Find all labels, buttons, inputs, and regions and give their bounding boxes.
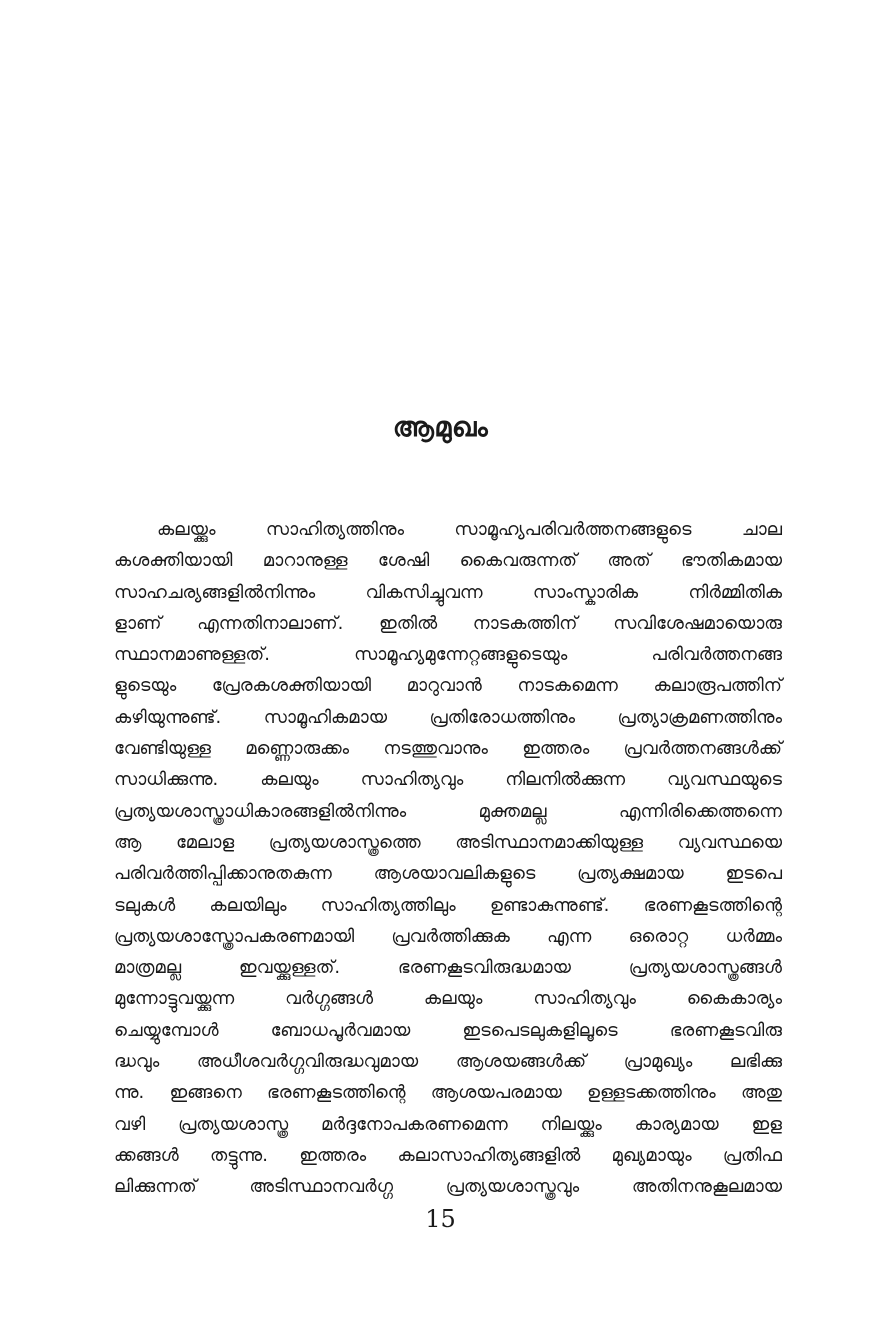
paragraph-line: ദ്ധവും അധീശവർഗ്ഗവിരുദ്ധവുമായ ആശയങ്ങൾക്ക് പ്രാമുഖ്യം ലഭിക്കു — [114, 1051, 782, 1073]
paragraph-line: സാധിക്കുന്നു. കലയും സാഹിത്യവും നിലനിൽക്കുന്ന വ്യവസ്ഥയുടെ — [114, 769, 782, 791]
paragraph-line: വേണ്ടിയുള്ള മണ്ണൊരുക്കം നടത്തുവാനും ഇത്തരം പ്രവർത്തനങ്ങൾക്ക് — [114, 738, 782, 760]
paragraph-line: കഴിയുന്നുണ്ട്. സാമൂഹികമായ പ്രതിരോധത്തിനും പ്രത്യാക്രമണത്തിനും — [114, 706, 782, 728]
paragraph-line: ക്കങ്ങൾ തട്ടുന്നു. ഇത്തരം കലാസാഹിത്യങ്ങളിൽ മുഖ്യമായും പ്രതിഫ — [114, 1144, 782, 1166]
paragraph-line: ആ മേലാള പ്രത്യയശാസ്ത്രത്തെ അടിസ്ഥാനമാക്കിയുള്ള വ്യവസ്ഥയെ — [114, 831, 782, 853]
paragraph-line: പ്രത്യയശാസ്ത്രാധികാരങ്ങളിൽനിന്നും മുക്തമല്ല എന്നിരിക്കെത്തന്നെ — [114, 800, 782, 822]
body-paragraph — [114, 514, 782, 1203]
paragraph-line: സാഹചര്യങ്ങളിൽനിന്നും വികസിച്ചുവന്ന സാംസ്കാരിക നിർമ്മിതിക — [114, 581, 782, 603]
paragraph-line: മുന്നോട്ടുവയ്ക്കുന്ന വർഗ്ഗങ്ങൾ കലയും സാഹിത്യവും കൈകാര്യം — [114, 988, 782, 1010]
paragraph-line: ചെയ്യുമ്പോൾ ബോധപൂർവമായ ഇടപെടലുകളിലൂടെ ഭരണകൂടവിരു — [114, 1019, 782, 1041]
chapter-title: ആമുഖം — [392, 412, 489, 443]
paragraph-line: ലിക്കുന്നത് അടിസ്ഥാനവർഗ്ഗ പ്രത്യയശാസ്ത്രവും അതിനനുകൂലമായ — [114, 1176, 782, 1198]
paragraph-line: ളാണ് എന്നതിനാലാണ്. ഇതിൽ നാടകത്തിന് സവിശേഷമായൊരു — [114, 612, 782, 634]
paragraph-line: കശക്തിയായി മാറാനുള്ള ശേഷി കൈവരുന്നത് അത് ഭൗതികമായ — [114, 550, 782, 572]
paragraph-line: ളുടെയും പ്രേരകശക്തിയായി മാറുവാൻ നാടകമെന്ന കലാരൂപത്തിന് — [114, 675, 782, 697]
paragraph-line: മാത്രമല്ല ഇവയ്ക്കുള്ളത്. ഭരണകൂടവിരുദ്ധമായ പ്രത്യയശാസ്ത്രങ്ങൾ — [114, 957, 782, 979]
paragraph-line: ന്നു. ഇങ്ങനെ ഭരണകൂടത്തിന്റെ ആശയപരമായ ഉള്ളടക്കത്തിനും അതു — [114, 1082, 782, 1104]
paragraph-line: സ്ഥാനമാണുള്ളത്. സാമൂഹ്യമുന്നേറ്റങ്ങളുടെയും പരിവർത്തനങ്ങ — [114, 644, 782, 666]
paragraph-line: പരിവർത്തിപ്പിക്കാനുതകുന്ന ആശയാവലികളുടെ പ്രത്യക്ഷമായ ഇടപെ — [114, 863, 782, 885]
paragraph-line: ടലുകൾ കലയിലും സാഹിത്യത്തിലും ഉണ്ടാകുന്നുണ്ട്. ഭരണകൂടത്തിന്റെ — [114, 894, 782, 916]
paragraph-line: കലയ്ക്കും സാഹിത്യത്തിനും സാമൂഹ്യപരിവർത്തനങ്ങളുടെ ചാല — [157, 519, 782, 540]
page-number: 15 — [425, 1205, 456, 1233]
paragraph-line: പ്രത്യയശാസ്ത്രോപകരണമായി പ്രവർത്തിക്കുക എന്ന ഒരൊറ്റ ധർമ്മം — [114, 925, 782, 947]
paragraph-line: വഴി പ്രത്യയശാസ്ത്ര മർദ്ദനോപകരണമെന്ന നിലയ്ക്കും കാര്യമായ ഇള — [114, 1113, 782, 1135]
